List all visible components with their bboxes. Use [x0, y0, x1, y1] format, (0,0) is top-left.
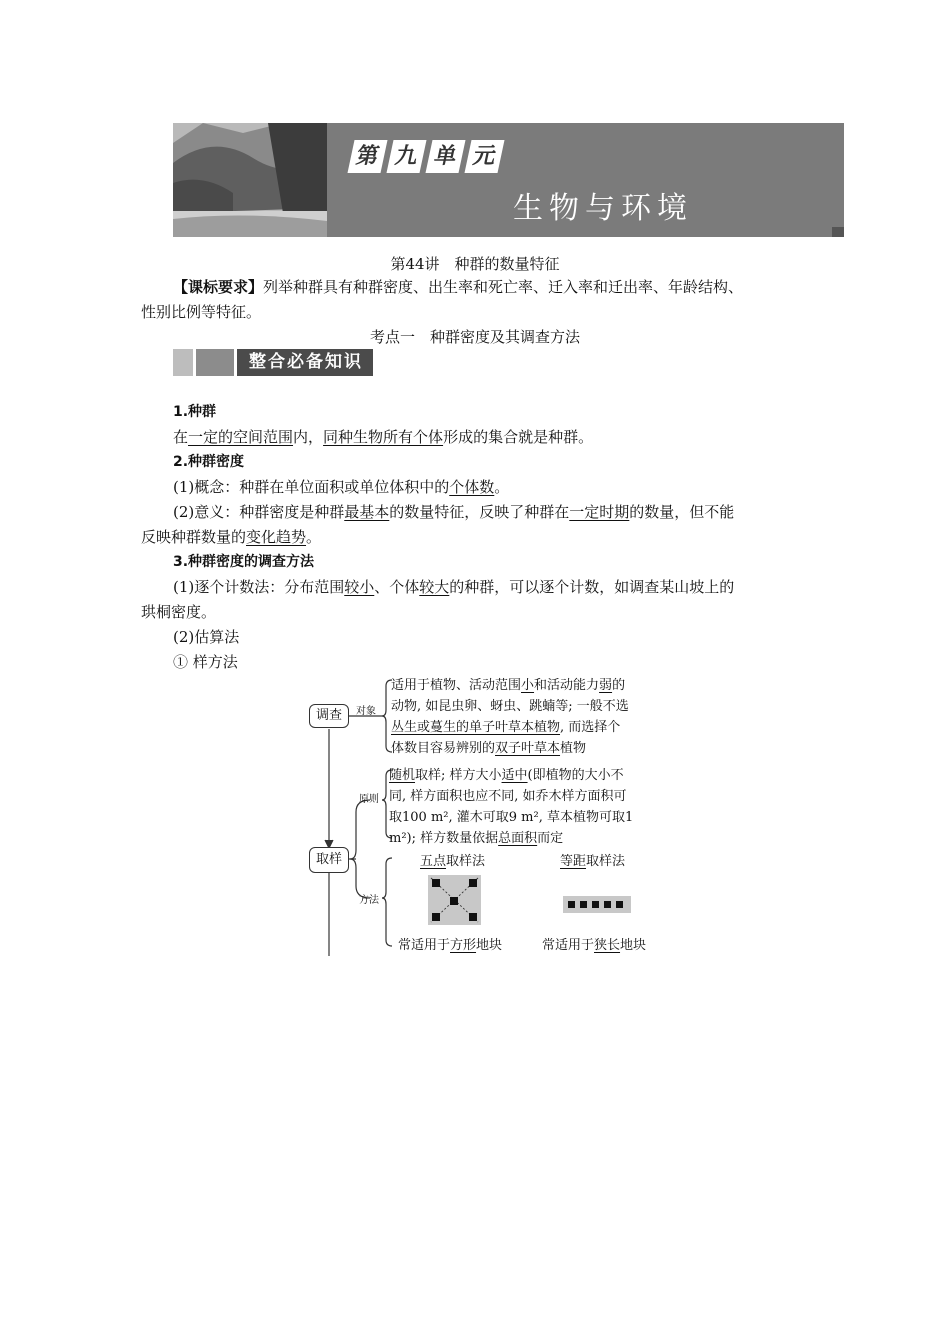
object-line1: 适用于植物、活动范围小和活动能力弱的 [391, 678, 626, 693]
para-4: (1)逐个计数法：分布范围较小、个体较大的种群，可以逐个计数，如调查某山坡上的 [173, 578, 735, 596]
label-method: 方法 [359, 895, 379, 906]
object-line2: 动物, 如昆虫卵、蚜虫、跳蝻等; 一般不选 [391, 699, 629, 714]
lecture-title: 第44讲 种群的数量特征 [390, 255, 560, 273]
quadrat-method-diagram [300, 672, 670, 962]
principle-line4: m²); 样方数量依据总面积而定 [389, 831, 564, 846]
requirement-label: 【课标要求】 [173, 278, 264, 296]
section-header [173, 349, 373, 376]
sampling-box: 取样 [309, 847, 349, 873]
unit-char: 第 [347, 140, 387, 173]
requirement-line2: 性别比例等特征。 [141, 303, 262, 321]
equidistant-note: 常适用于狭长地块 [542, 938, 647, 953]
unit-title [351, 140, 501, 173]
unit-char: 九 [386, 140, 426, 173]
object-line3: 丛生或蔓生的单子叶草本植物, 而选择个 [391, 720, 621, 735]
unit-char: 元 [464, 140, 504, 173]
heading-1: 1.种群 [173, 404, 217, 420]
unit-banner [173, 123, 844, 237]
para-6: ① 样方法 [173, 653, 238, 671]
section-label: 整合必备知识 [237, 349, 373, 376]
unit-subtitle: 生物与环境 [513, 191, 693, 226]
para-5: (2)估算法 [173, 628, 240, 646]
principle-line2: 同, 样方面积也应不同, 如乔木样方面积可 [389, 789, 627, 804]
heading-2: 2.种群密度 [173, 454, 245, 470]
banner-corner [832, 227, 844, 237]
kaodian-title: 考点一 种群密度及其调查方法 [369, 328, 580, 346]
survey-box: 调查 [309, 704, 349, 728]
para-3: (2)意义：种群密度是种群最基本的数量特征，反映了种群在一定时期的数量，但不能 [173, 503, 735, 521]
principle-line3: 取100 m², 灌木可取9 m², 草本植物可取1 [389, 810, 634, 825]
para-4b: 珙桐密度。 [141, 603, 217, 621]
label-principle: 原则 [359, 794, 379, 805]
unit-char: 单 [425, 140, 465, 173]
label-object: 对象 [356, 706, 376, 717]
five-point-title: 五点取样法 [420, 854, 486, 869]
heading-3: 3.种群密度的调查方法 [173, 554, 315, 570]
para-1: 在一定的空间范围内，同种生物所有个体形成的集合就是种群。 [173, 428, 594, 446]
five-point-note: 常适用于方形地块 [398, 938, 503, 953]
para-3b: 反映种群数量的变化趋势。 [141, 528, 322, 546]
object-line4: 体数目容易辨别的双子叶草本植物 [391, 741, 587, 756]
principle-line1: 随机取样; 样方大小适中(即植物的大小不 [389, 768, 624, 783]
section-deco [173, 349, 193, 376]
landscape-photo [173, 123, 327, 237]
requirement-line1: 【课标要求】列举种群具有种群密度、出生率和死亡率、迁入率和迁出率、年龄结构、 [173, 278, 744, 296]
section-deco [196, 349, 234, 376]
equidistant-title: 等距取样法 [560, 854, 626, 869]
para-2: (1)概念：种群在单位面积或单位体积中的个体数。 [173, 478, 510, 496]
